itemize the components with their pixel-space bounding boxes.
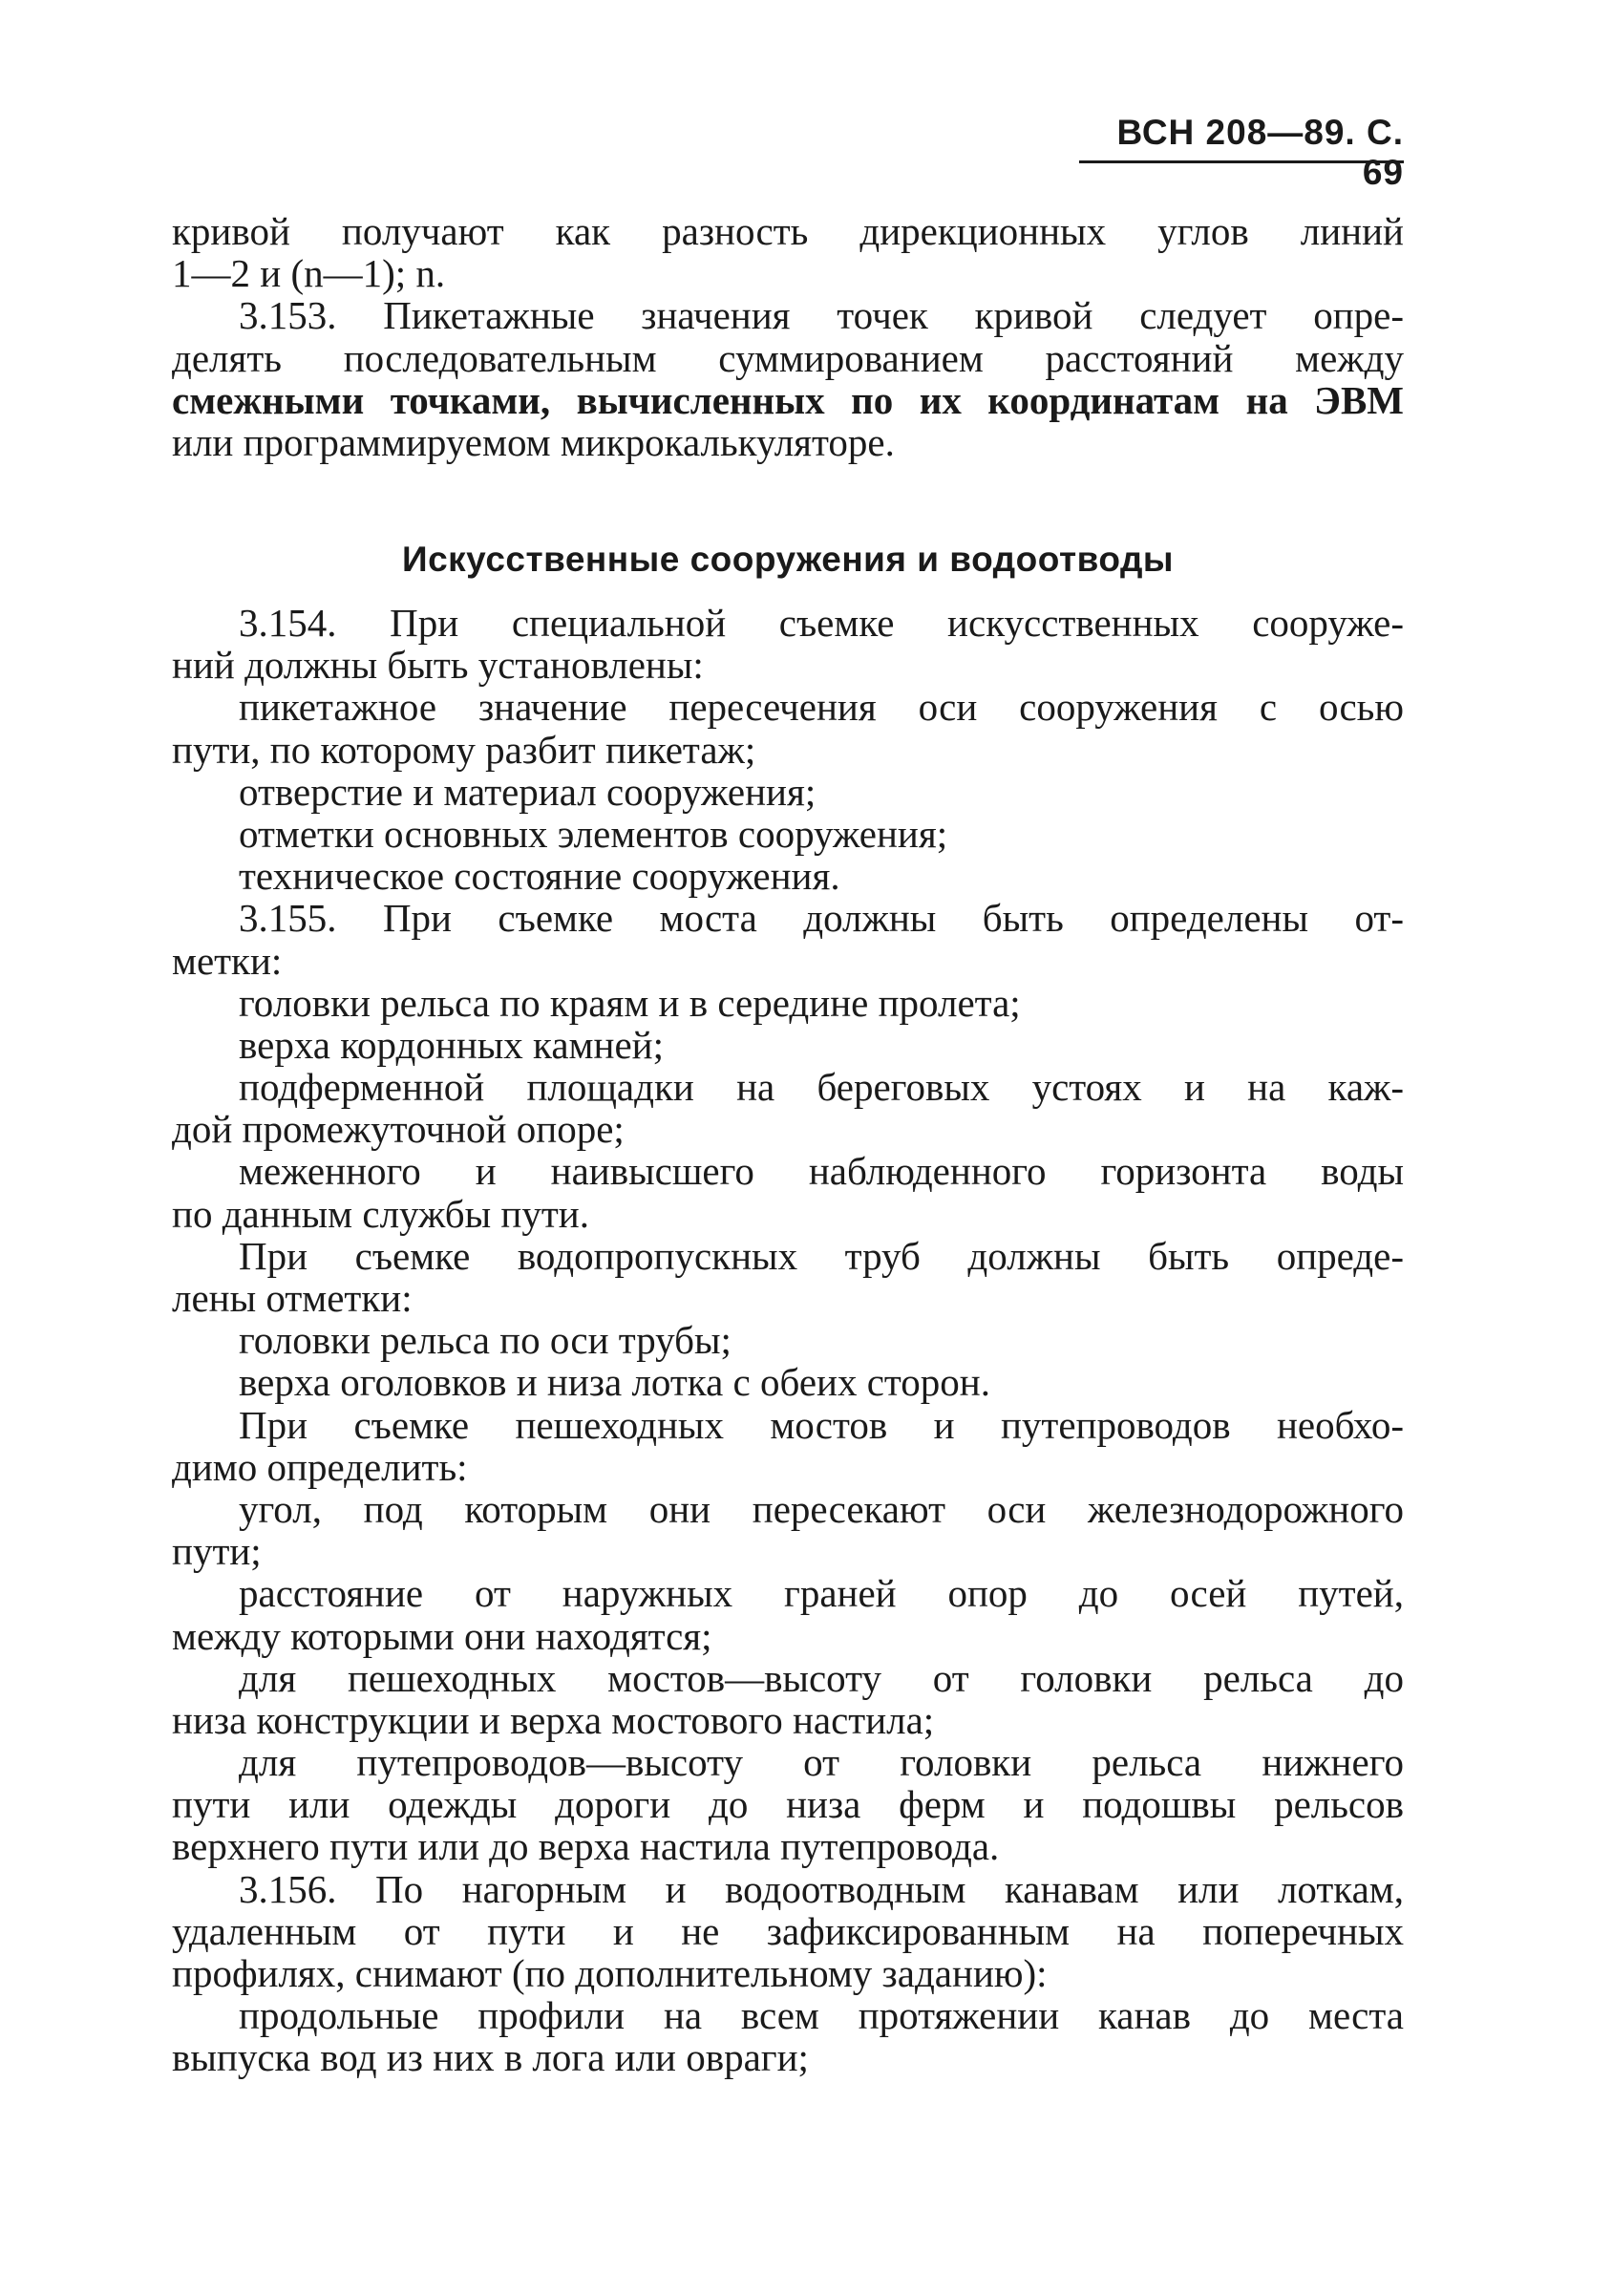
section-body — [172, 602, 1404, 2079]
text-line: угол, под которым они пересекают оси железнодорожного — [239, 1486, 1404, 1531]
text-line: При съемке водопропускных труб должны быть опреде- — [239, 1233, 1404, 1278]
text-line: по данным службы пути. — [172, 1191, 589, 1236]
section-heading: Искусственные сооружения и водоотводы — [401, 540, 1175, 579]
text-line: продольные профили на всем протяжении канав до места — [239, 1993, 1404, 2038]
text-line: верха оголовков и низа лотка с обеих сторон. — [239, 1360, 990, 1405]
text-line: дой промежуточной опоре; — [172, 1107, 625, 1152]
running-header: ВСН 208—89. С. 69 — [1116, 113, 1404, 192]
text-line: отверстие и материал сооружения; — [239, 769, 817, 814]
text-line: низа конструкции и верха мостового настила; — [172, 1697, 935, 1742]
text-line: или программируемом микрокалькуляторе. — [172, 419, 895, 464]
text-line: ний должны быть установлены: — [172, 643, 704, 688]
text-line: головки рельса по оси трубы; — [239, 1318, 732, 1363]
text-line: пути, по которому разбит пикетаж; — [172, 727, 756, 772]
text-line: меженного и наивысшего наблюденного горизонта воды — [239, 1149, 1404, 1194]
text-line: между которыми они находятся; — [172, 1613, 712, 1658]
text-line: для путепроводов—высоту от головки рельса нижнего — [239, 1740, 1404, 1785]
text-line: головки рельса по краям и в середине пролета; — [239, 980, 1021, 1025]
text-line: 3.156. По нагорным и водоотводным канавам или лоткам, — [239, 1866, 1404, 1911]
intro-text — [172, 210, 1404, 463]
text-line: 1—2 и (n—1); n. — [172, 251, 446, 296]
header-rule — [1079, 160, 1404, 163]
text-line: пикетажное значение пересечения оси сооружения с осью — [239, 685, 1404, 730]
text-line: 3.153. Пикетажные значения точек кривой следует опре- — [239, 293, 1404, 338]
text-line: профилях, снимают (по дополнительному заданию): — [172, 1951, 1048, 1995]
text-line: для пешеходных мостов—высоту от головки рельса до — [239, 1655, 1404, 1700]
text-line: метки: — [172, 938, 283, 983]
text-line: димо определить: — [172, 1444, 468, 1489]
text-line: верхнего пути или до верха настила путепровода. — [172, 1824, 1000, 1869]
text-line: 3.154. При специальной съемке искусственных сооруже- — [239, 601, 1404, 645]
text-line: делять последовательным суммированием расстояний между — [172, 335, 1404, 380]
text-line: удаленным от пути и не зафиксированным на поперечных — [172, 1908, 1404, 1953]
text-line: отметки основных элементов сооружения; — [239, 811, 948, 856]
text-line: выпуска вод из них в лога или овраги; — [172, 2035, 809, 2080]
text-line: пути; — [172, 1529, 262, 1574]
text-line: смежными точками, вычисленных по их координатам на ЭВМ — [172, 377, 1404, 422]
text-line: техническое состояние сооружения. — [239, 854, 840, 899]
text-line: верха кордонных камней; — [239, 1022, 664, 1067]
text-line: расстояние от наружных граней опор до осей путей, — [239, 1571, 1404, 1616]
text-line: кривой получают как разность дирекционных углов линий — [172, 209, 1404, 253]
text-line: 3.155. При съемке моста должны быть определены от- — [239, 896, 1404, 941]
text-line: подферменной площадки на береговых устоях и на каж- — [239, 1065, 1404, 1110]
text-line: пути или одежды дороги до низа ферм и подошвы рельсов — [172, 1782, 1404, 1827]
text-line: При съемке пешеходных мостов и путепроводов необхо- — [239, 1402, 1404, 1447]
text-line: лены отметки: — [172, 1276, 413, 1320]
